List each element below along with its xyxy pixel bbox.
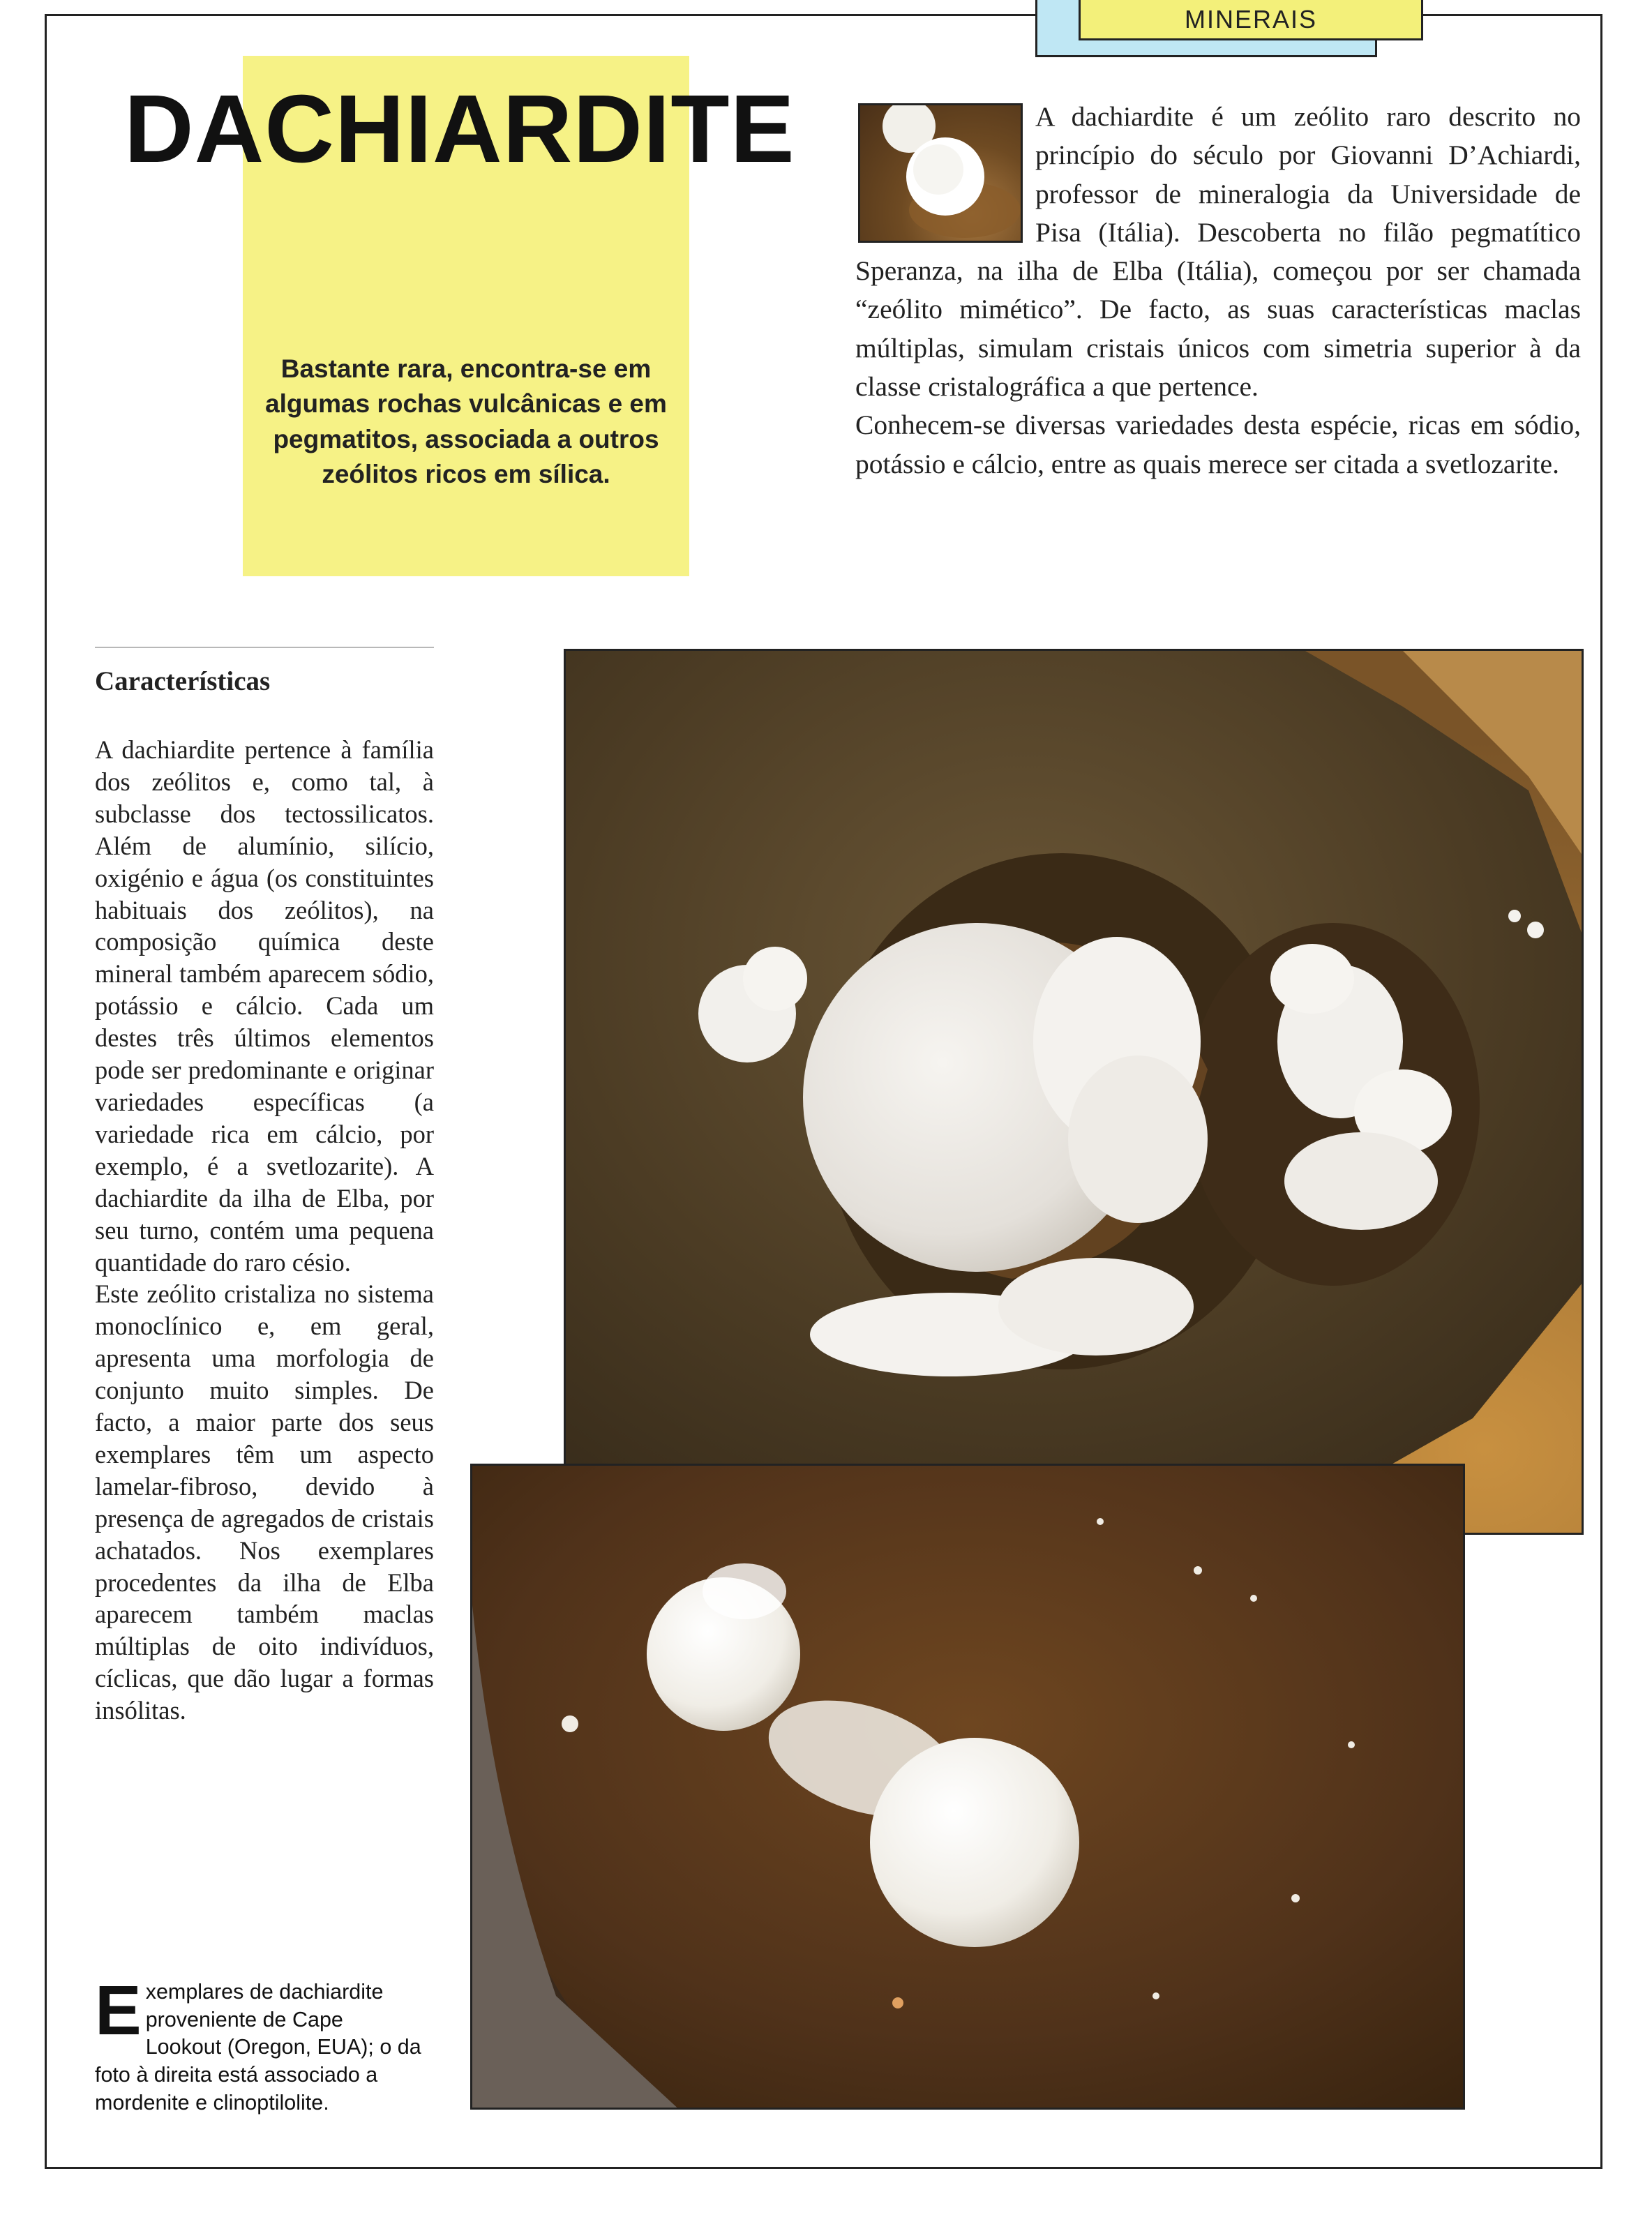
photo-caption bbox=[95, 1972, 423, 2117]
sidebar-heading: Características bbox=[95, 666, 271, 696]
frame-left-line bbox=[45, 14, 47, 2168]
intro-text-wrap-space bbox=[855, 98, 1035, 241]
section-label: MINERAIS bbox=[1184, 4, 1318, 33]
frame-top-line-right bbox=[1422, 14, 1602, 16]
caption-drop-cap: E bbox=[95, 1972, 142, 2050]
summary-text: Bastante rara, encontra-se em algumas rochas vulcânicas e em pegmatitos, associada a outros zeólitos ricos em sílica. bbox=[265, 354, 667, 488]
sidebar-divider bbox=[95, 647, 434, 648]
specimen-photo-bottom bbox=[470, 1464, 1465, 2110]
frame-top-line bbox=[45, 14, 1080, 16]
intro-paragraph: A dachiardite é um zeólito raro descrito no princípio do século por Giovanni D’Achiardi, professor de mineralogia da Universidade de Pisa (Itália). Descoberta no filão pegmatítico Speranza, na ilha de Elba (Itália), começou por ser chamada “zeólito mimético”. De facto, as suas características maclas múltiplas, simulam cristais únicos com simetria superior à da classe cristalográfica a que pertence. bbox=[855, 101, 1581, 403]
sidebar-text bbox=[95, 734, 434, 1727]
section-tab bbox=[1079, 0, 1423, 40]
sidebar-paragraph: Este zeólito cristaliza no sistema monoclínico e, em geral, apresenta uma morfologia de conjunto muito simples. De facto, a maior parte dos seus exemplares têm um aspecto lamelar-fibroso, devido à presença de agregados de cristais achatados. Nos exemplares procedentes da ilha de Elba aparecem também maclas múltiplas de oito indivíduos, cíclicas, que dão lugar a formas insólitas. bbox=[95, 1279, 434, 1725]
intro-paragraph: Conhecem-se diversas variedades desta espécie, ricas em sódio, potássio e cálcio, entre as quais merece ser citada a svetlozarite. bbox=[855, 410, 1581, 479]
frame-bottom-line bbox=[45, 2167, 1602, 2169]
page-title: DACHIARDITE bbox=[124, 75, 795, 183]
intro-text bbox=[855, 98, 1581, 483]
sidebar-paragraph: A dachiardite pertence à família dos zeólitos e, como tal, à subclasse dos tectossilicatos. Além de alumínio, silício, oxigénio e água (os constituintes habituais dos zeólitos), na composição química deste mineral também aparecem sódio, potássio e cálcio. Cada um destes três últimos elementos pode ser predominante e originar variedades específicas (a variedade rica em cálcio, por exemplo, é a svetlozarite). A dachiardite da ilha de Elba, por seu turno, contém uma pequena quantidade do raro césio. bbox=[95, 735, 434, 1277]
caption-text: xemplares de dachiardite proveniente de Cape Lookout (Oregon, EUA); o da foto à direita está associado a mordenite e clinoptilolite. bbox=[95, 1980, 421, 2115]
specimen-photo-top bbox=[564, 649, 1584, 1535]
frame-right-line bbox=[1600, 14, 1602, 2168]
